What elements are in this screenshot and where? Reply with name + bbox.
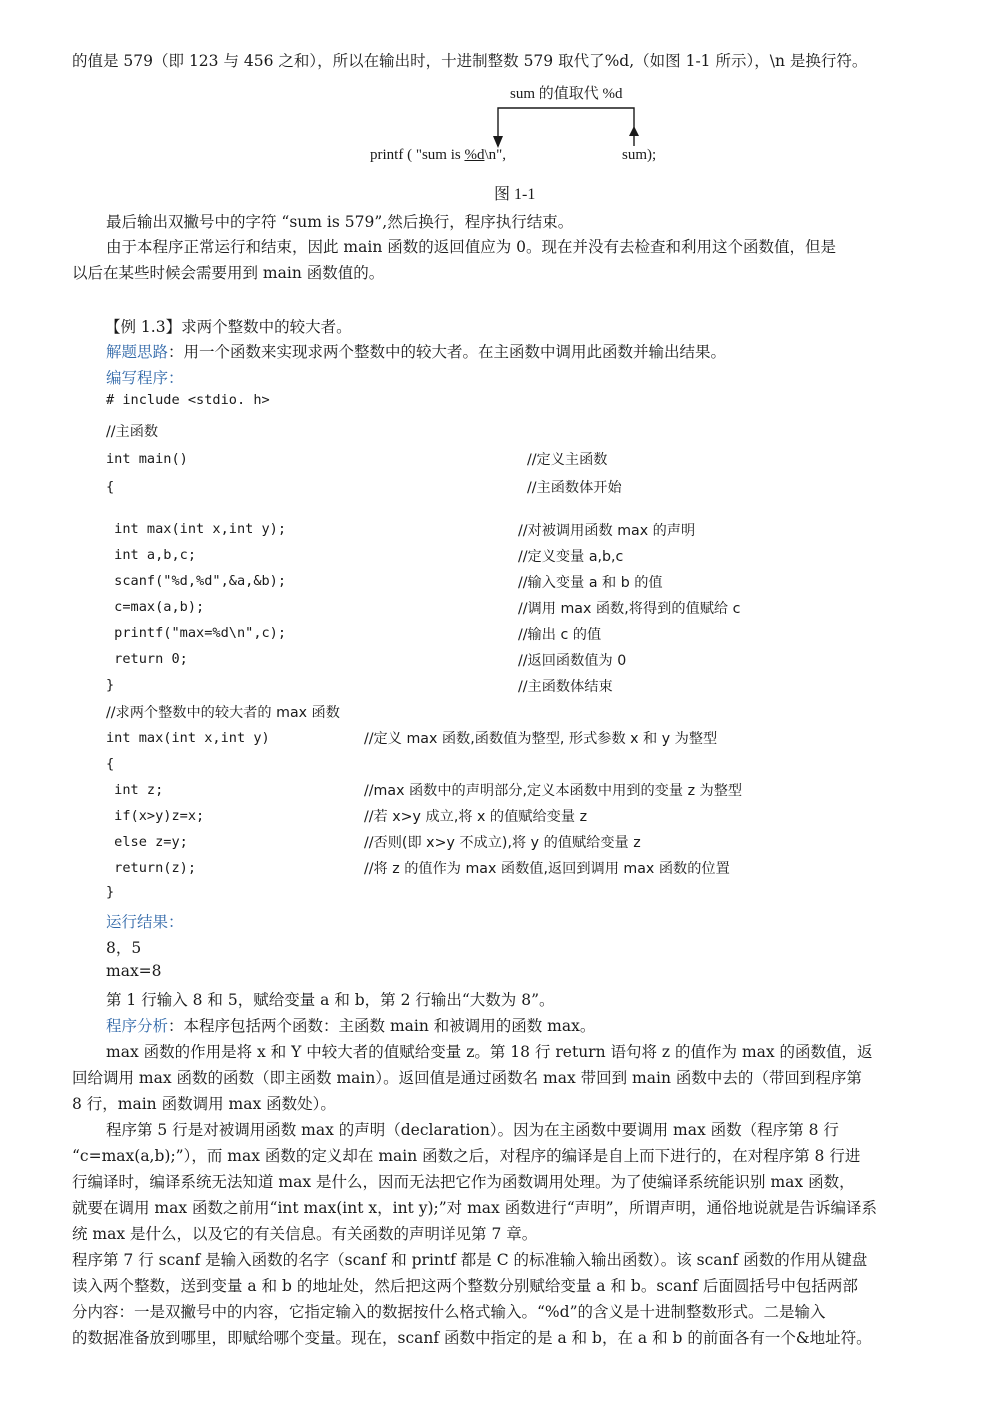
- figure-code-format: %d: [464, 147, 485, 163]
- analysis-p2-line5: 统 max 是什么，以及它的有关信息。有关函数的声明详见第 7 章。: [72, 1225, 538, 1243]
- idea-label: 解题思路: [106, 343, 169, 361]
- code-comment-6: //定义变量 a,b,c: [518, 549, 624, 565]
- analysis-p1-line1: max 函数的作用是将 x 和 Y 中较大者的值赋给变量 z。第 18 行 return 语句将 z 的值作为 max 的函数值，返: [106, 1043, 873, 1061]
- code-comment-3: //定义主函数: [527, 452, 608, 468]
- analysis-intro: [106, 1014, 595, 1036]
- code-comment-16: //若 x>y 成立,将 x 的值赋给变量 z: [364, 809, 588, 825]
- code-comment-4: //主函数体开始: [527, 480, 622, 496]
- analysis-p2-line4: 就要在调用 max 函数之前用“int max(int x，int y);”对 max 函数进行“声明”，所谓声明，通俗地说就是告诉编译系: [72, 1199, 878, 1217]
- code-line-5: int max(int x,int y);: [106, 521, 287, 537]
- code-comment-18: //将 z 的值作为 max 函数值,返回到调用 max 函数的位置: [364, 861, 730, 877]
- code-comment-7: //输入变量 a 和 b 的值: [518, 575, 663, 591]
- analysis-p3-line1: 程序第 7 行 scanf 是输入函数的名字（scanf 和 printf 都是 C 的标准输入输出函数）。该 scanf 函数的作用从键盘: [72, 1251, 868, 1269]
- result-explain: 第 1 行输入 8 和 5，赋给变量 a 和 b，第 2 行输出“大数为 8”。: [106, 991, 555, 1009]
- code-comment-9: //输出 c 的值: [518, 627, 602, 643]
- code-line-13: int max(int x,int y): [106, 730, 270, 746]
- code-line-6: int a,b,c;: [106, 547, 197, 563]
- figure-arrows: [490, 98, 650, 150]
- code-line-12: //求两个整数中的较大者的 max 函数: [106, 705, 340, 721]
- code-line-11: }: [106, 677, 115, 693]
- figure-code-suffix: \n",: [484, 147, 506, 163]
- after-figure-p2-line1: 由于本程序正常运行和结束，因此 main 函数的返回值应为 0。现在并没有去检查和利用这个函数值，但是: [106, 238, 837, 256]
- arrow-bracket-line: [498, 108, 634, 146]
- code-line-8: c=max(a,b);: [106, 599, 205, 615]
- code-line-14: {: [106, 756, 115, 772]
- after-figure-p2-line2: 以后在某些时候会需要用到 main 函数值的。: [72, 264, 385, 282]
- result-input-line: 8，5: [106, 939, 142, 957]
- analysis-p1-line3: 8 行，main 函数调用 max 函数处）。: [72, 1095, 336, 1113]
- code-line-4: {: [106, 479, 115, 495]
- code-comment-17: //否则(即 x>y 不成立),将 y 的值赋给变量 z: [364, 835, 641, 851]
- intro-line: 的值是 579（即 123 与 456 之和），所以在输出时，十进制整数 579 取代了%d,（如图 1-1 所示），\n 是换行符。: [72, 52, 868, 70]
- figure-code-line: [370, 147, 506, 164]
- figure-top-label: sum 的值取代 %d: [510, 86, 623, 102]
- analysis-p3-line2: 读入两个整数，送到变量 a 和 b 的地址处，然后把这两个整数分别赋给变量 a 和 b。scanf 后面圆括号中包括两部: [72, 1277, 858, 1295]
- result-output-line: max=8: [106, 962, 162, 980]
- arrow-head-right: [629, 126, 639, 136]
- example-idea: [106, 340, 726, 362]
- analysis-p3-line3: 分内容：一是双撇号中的内容，它指定输入的数据按什么格式输入。“%d”的含义是十进制整数形式。二是输入: [72, 1303, 826, 1321]
- example-title: 【例 1.3】求两个整数中的较大者。: [105, 318, 352, 336]
- figure-code-prefix: printf ( "sum is: [370, 147, 465, 163]
- code-line-3: int main(): [106, 451, 188, 467]
- write-program-label: 编写程序：: [106, 369, 184, 387]
- figure-code-arg: sum);: [622, 147, 657, 163]
- code-line-2: //主函数: [106, 424, 159, 440]
- analysis-p2-line1: 程序第 5 行是对被调用函数 max 的声明（declaration）。因为在主函数中要调用 max 函数（程序第 8 行: [106, 1121, 839, 1139]
- code-comment-8: //调用 max 函数,将得到的值赋给 c: [518, 601, 741, 617]
- analysis-label: 程序分析: [106, 1017, 169, 1035]
- code-comment-13: //定义 max 函数,函数值为整型, 形式参数 x 和 y 为整型: [364, 731, 718, 747]
- result-label: 运行结果：: [106, 913, 184, 931]
- code-line-9: printf("max=%d\n",c);: [106, 625, 287, 641]
- code-line-19: }: [106, 884, 115, 900]
- code-line-1: # include <stdio. h>: [106, 392, 270, 408]
- code-comment-11: //主函数体结束: [518, 679, 613, 695]
- analysis-text: ：本程序包括两个函数：主函数 main 和被调用的函数 max。: [168, 1017, 596, 1035]
- figure-caption: 图 1-1: [494, 186, 536, 203]
- code-line-10: return 0;: [106, 651, 188, 667]
- analysis-p2-line3: 行编译时，编译系统无法知道 max 是什么，因而无法把它作为函数调用处理。为了使编译系统能识别 max 函数，: [72, 1173, 855, 1191]
- code-line-16: if(x>y)z=x;: [106, 808, 205, 824]
- idea-text: ：用一个函数来实现求两个整数中的较大者。在主函数中调用此函数并输出结果。: [168, 343, 727, 361]
- code-line-18: return(z);: [106, 860, 197, 876]
- analysis-p2-line2: “c=max(a,b);”），而 max 函数的定义却在 main 函数之后，对程序的编译是自上而下进行的，在对程序第 8 行进: [72, 1147, 861, 1165]
- analysis-p1-line2: 回给调用 max 函数的函数（即主函数 main）。返回值是通过函数名 max 带回到 main 函数中去的（带回到程序第: [72, 1069, 862, 1087]
- code-comment-5: //对被调用函数 max 的声明: [518, 523, 696, 539]
- after-figure-p1: 最后输出双撇号中的字符 “sum is 579”,然后换行，程序执行结束。: [106, 213, 574, 231]
- code-line-17: else z=y;: [106, 834, 188, 850]
- code-line-15: int z;: [106, 782, 164, 798]
- code-line-7: scanf("%d,%d",&a,&b);: [106, 573, 287, 589]
- analysis-p3-line4: 的数据准备放到哪里，即赋给哪个变量。现在，scanf 函数中指定的是 a 和 b，在 a 和 b 的前面各有一个&地址符。: [72, 1329, 872, 1347]
- code-comment-10: //返回函数值为 0: [518, 653, 627, 669]
- code-comment-15: //max 函数中的声明部分,定义本函数中用到的变量 z 为整型: [364, 783, 743, 799]
